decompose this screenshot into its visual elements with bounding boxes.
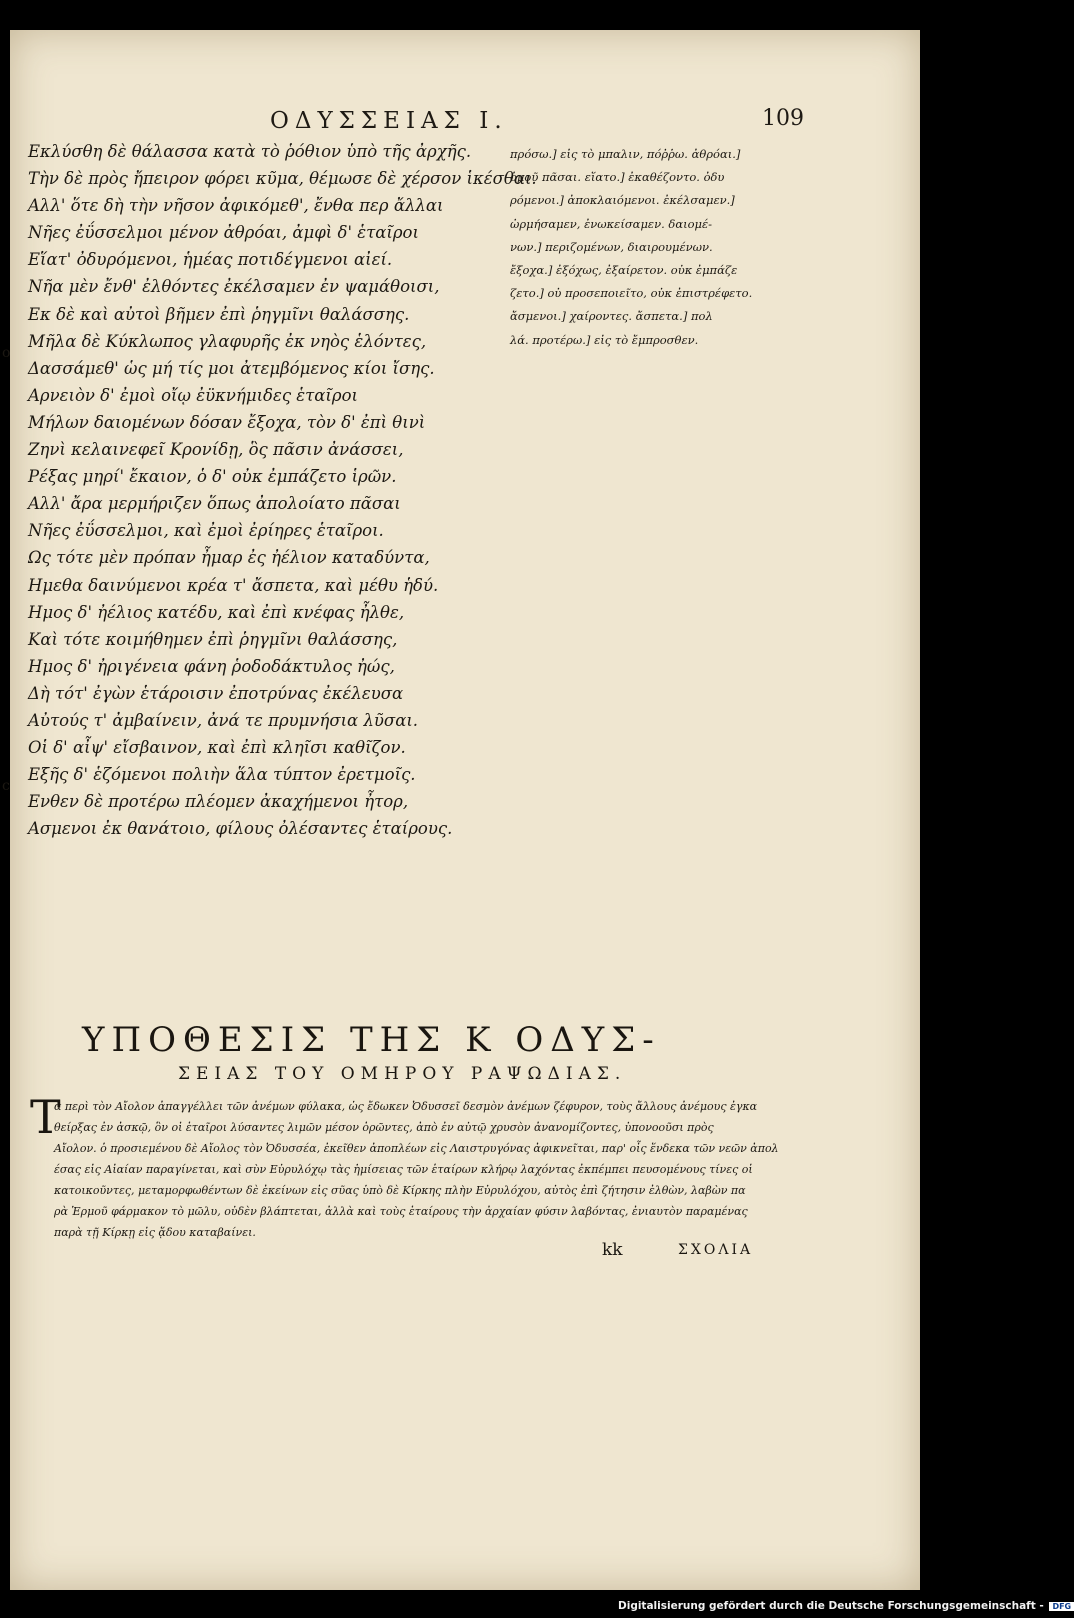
page-number: 109	[762, 106, 804, 131]
verse-line: Ενθεν δὲ προτέρω πλέομεν ἀκαχήμενοι ἦτορ,	[28, 792, 409, 812]
scholia-line: ὡρμήσαμεν, ἐνωκείσαμεν. δαιομέ-	[510, 216, 713, 231]
verse-line: Εἵατ' ὀδυρόμενοι, ἡμέας ποτιδέγμενοι αἰεί.	[28, 250, 393, 270]
book-page	[10, 30, 920, 1590]
verse-line: Ζηνὶ κελαινεφεῖ Κρονίδῃ, ὃς πᾶσιν ἀνάσσει,	[28, 440, 404, 460]
verse-line: Ημος δ' ἠέλιος κατέδυ, καὶ ἐπὶ κνέφας ἦλθε,	[28, 602, 405, 622]
hypothesis-line: θείρξας ἐν ἀσκῷ, ὃν οἱ ἑταῖροι λύσαντες λιμῶν μέσον ὁρῶντες, ἀπὸ ἐν αὐτῷ χρυσὸν ἀνανομίζοντες, ὑπονοοῦσι πρὸς	[54, 1121, 714, 1134]
verse-line: Νῆες ἐΰσσελμοι, καὶ ἐμοὶ ἐρίηρες ἑταῖροι.	[28, 521, 384, 541]
verse-line: Εξῆς δ' ἑζόμενοι πολιὴν ἅλα τύπτον ἐρετμοῖς.	[28, 765, 416, 785]
scholia-column	[510, 143, 775, 352]
verse-line: Αρνειὸν δ' ἐμοὶ οἴῳ ἐϋκνήμιδες ἑταῖροι	[28, 385, 359, 405]
scholia-line: ἔξοχα.] ἐξόχως, ἐξαίρετον. οὐκ ἐμπάζε	[510, 262, 738, 277]
scholia-line: ζετο.] οὐ προσεποιεῖτο, οὐκ ἐπιστρέφετο.	[510, 286, 753, 301]
drop-capital: Τ	[30, 1090, 61, 1144]
scholia-line: ρόμενοι.] ἀποκλαιόμενοι. ἐκέλσαμεν.]	[510, 193, 735, 208]
verse-line: Ημος δ' ἠριγένεια φάνη ῥοδοδάκτυλος ἠώς,	[28, 656, 395, 676]
verse-line: Δὴ τότ' ἐγὼν ἑτάροισιν ἐποτρύνας ἐκέλευσα	[28, 683, 404, 703]
hypothesis-line: έσας εἰς Αἰαίαν παραγίνεται, καὶ σὺν Εὐρυλόχῳ τὰς ἡμίσειας τῶν ἑταίρων κλήρῳ λαχόντας ἐκπέμπει πευσομένους τίνες οἱ	[54, 1163, 753, 1176]
verse-line: Νῆες ἐΰσσελμοι μένον ἀθρόαι, ἀμφὶ δ' ἑταῖροι	[28, 223, 419, 243]
hypothesis-line: κατοικοῦντες, μεταμορφωθέντων δὲ ἐκείνων εἰς σῦας ὑπὸ δὲ Κίρκης πλὴν Εὐρυλόχου, αὐτὸς ἐπὶ ζήτησιν ἐλθὼν, λαβὼν πα	[54, 1184, 746, 1197]
section-title: ΥΠΟΘΕΣΙΣ ΤΗΣ Κ ΟΔΥΣ-	[82, 1020, 661, 1060]
margin-mark: c	[2, 778, 10, 794]
verse-line: Καὶ τότε κοιμήθημεν ἐπὶ ῥηγμῖνι θαλάσσης,	[28, 629, 398, 649]
verse-line: Αλλ' ὅτε δὴ τὴν νῆσον ἀφικόμεθ', ἔνθα περ ἄλλαι	[28, 196, 444, 216]
scholia-line: ὁμοῦ πᾶσαι. εἵατο.] ἐκαθέζοντο. ὀδυ	[510, 170, 725, 185]
verse-line: Εκλύσθη δὲ θάλασσα κατὰ τὸ ῥόθιον ὑπὸ τῆς ἀρχῆς.	[28, 142, 472, 161]
verse-line: Εκ δὲ καὶ αὐτοὶ βῆμεν ἐπὶ ῥηγμῖνι θαλάσσης.	[28, 304, 410, 324]
hypothesis-line: Αἴολον. ὁ προσιεμένου δὲ Αἴολος τὸν Ὀδυσσέα, ἐκεῖθεν ἀποπλέων εἰς Λαιστρυγόνας ἀφικνεῖται, παρ' οἷς ἕνδεκα τῶν νεῶν ἀπολ	[54, 1142, 779, 1155]
dfg-logo: DFG	[1049, 1602, 1074, 1611]
verse-line: Ως τότε μὲν πρόπαν ἦμαρ ἐς ἠέλιον καταδύντα,	[28, 548, 430, 568]
verse-line: Μῆλα δὲ Κύκλωπος γλαφυρῆς ἐκ νηὸς ἑλόντες,	[28, 331, 427, 351]
signature-mark: kk	[602, 1240, 623, 1260]
hypothesis-line: ὰ περὶ τὸν Αἴολον ἀπαγγέλλει τῶν ἀνέμων φύλακα, ὡς ἔδωκεν Ὀδυσσεῖ δεσμὸν ἀνέμων ζέφυρον, τοὺς ἄλλους ἀνέμους ἐγκα	[54, 1100, 758, 1113]
verse-line: Δασσάμεθ' ὡς μή τίς μοι ἀτεμβόμενος κίοι ἴσης.	[28, 358, 435, 378]
margin-mark: o	[2, 345, 11, 361]
hypothesis-line: παρὰ τῇ Κίρκῃ εἰς ᾅδου καταβαίνει.	[54, 1226, 256, 1239]
verse-line: Οἱ δ' αἶψ' εἴσβαινον, καὶ ἐπὶ κληῖσι καθῖζον.	[28, 738, 406, 758]
verse-line: Αλλ' ἄρα μερμήριζεν ὅπως ἀπολοίατο πᾶσαι	[28, 494, 401, 514]
section-subtitle: ΣΕΙΑΣ ΤΟΥ ΟΜΗΡΟΥ ΡΑΨΩΔΙΑΣ.	[178, 1064, 627, 1084]
scholia-line: νων.] περιζομένων, διαιρουμένων.	[510, 239, 713, 254]
verse-line: Τὴν δὲ πρὸς ἤπειρον φόρει κῦμα, θέμωσε δὲ χέρσον ἱκέσθαι.	[28, 169, 537, 189]
hypothesis-line: ρὰ Ἑρμοῦ φάρμακον τὸ μῶλυ, οὐδὲν βλάπτεται, ἀλλὰ καὶ τοὺς ἑταίρους τὴν ἀρχαίαν φύσιν λαβόντας, ἐνιαυτὸν παραμένας	[54, 1205, 748, 1218]
verse-column	[28, 138, 537, 842]
verse-line: Ημεθα δαινύμενοι κρέα τ' ἄσπετα, καὶ μέθυ ἡδύ.	[28, 575, 439, 595]
verse-line: Ασμενοι ἐκ θανάτοιο, φίλους ὀλέσαντες ἑταίρους.	[28, 819, 453, 839]
verse-line: Μήλων δαιομένων δόσαν ἔξοχα, τὸν δ' ἐπὶ θινὶ	[28, 412, 426, 432]
digitization-footer	[618, 1600, 1072, 1612]
scholia-line: λά. προτέρω.] εἰς τὸ ἔμπροσθεν.	[510, 332, 699, 347]
verse-line: Ρέξας μηρί' ἔκαιον, ὁ δ' οὐκ ἐμπάζετο ἱρῶν.	[28, 467, 397, 487]
scholia-line: πρόσω.] εἰς τὸ μπαλιν, πόῤῥω. ἀθρόαι.]	[510, 147, 741, 161]
hypothesis-paragraph	[54, 1096, 779, 1243]
verse-line: Νῆα μὲν ἔνθ' ἐλθόντες ἐκέλσαμεν ἐν ψαμάθοισι,	[28, 277, 440, 297]
verse-line: Αὐτούς τ' ἀμβαίνειν, ἀνά τε πρυμνήσια λῦσαι.	[28, 710, 419, 730]
footer-text: Digitalisierung gefördert durch die Deutsche Forschungsgemeinschaft -	[618, 1600, 1044, 1612]
scholia-line: ἄσμενοι.] χαίροντες. ἄσπετα.] πολ	[510, 309, 713, 324]
catchword: ΣΧΟΛΙΑ	[678, 1242, 754, 1258]
running-title: ΟΔΥΣΣΕΙΑΣ Ι.	[270, 108, 508, 134]
